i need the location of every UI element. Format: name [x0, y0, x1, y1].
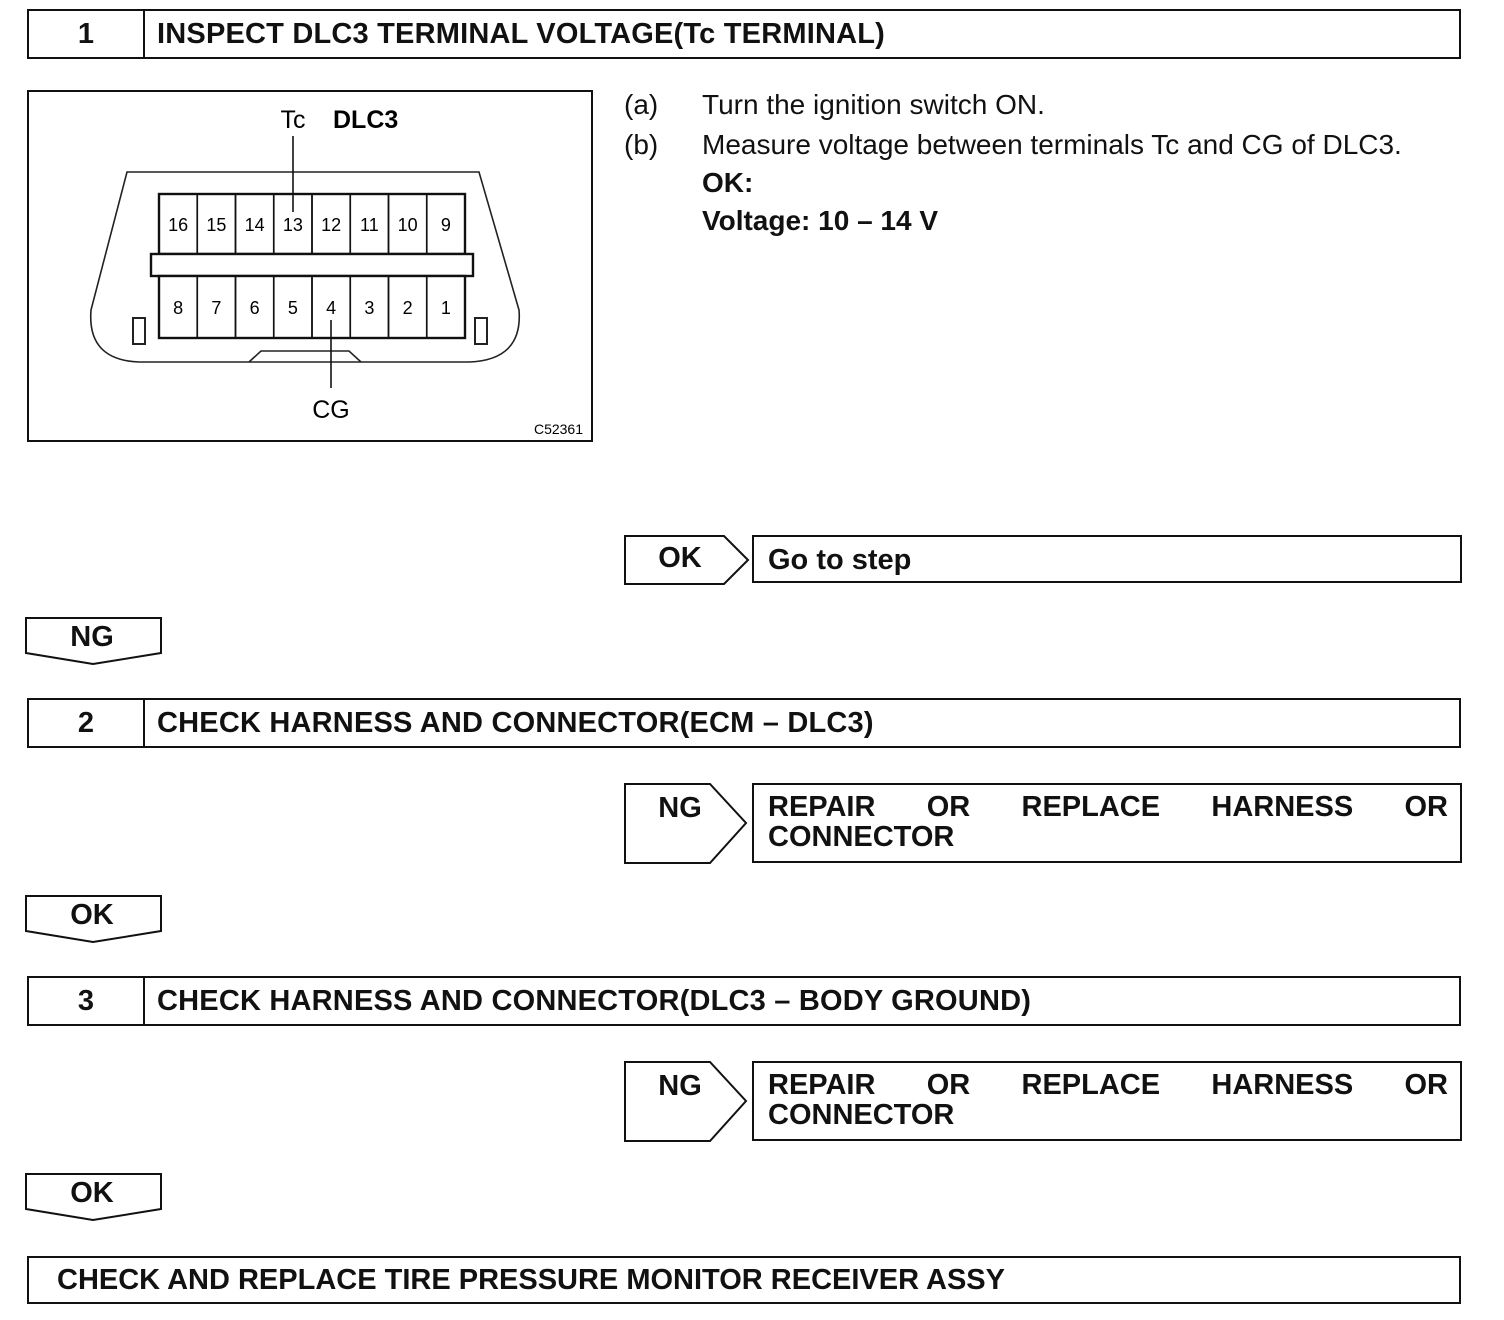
pin-number-9: 9 — [440, 215, 451, 235]
step-3-number: 3 — [29, 978, 145, 1024]
pin-number-7: 7 — [211, 298, 222, 318]
step-2-title: CHECK HARNESS AND CONNECTOR(ECM – DLC3) — [157, 706, 874, 739]
dlc3-label: DLC3 — [333, 106, 399, 134]
ok-heading: OK: — [702, 167, 754, 198]
pin-number-13: 13 — [282, 215, 303, 235]
step-3-title: CHECK HARNESS AND CONNECTOR(DLC3 – BODY GROUND) — [157, 984, 1032, 1017]
dlc3-connector-figure — [27, 90, 593, 442]
connector-key — [249, 351, 361, 362]
ng-tag-label: NG — [658, 1070, 702, 1102]
instruction-a — [624, 86, 1402, 124]
step-2-number: 2 — [29, 700, 145, 746]
step-2-ok-down-arrow — [25, 895, 163, 943]
ok-tag-label: OK — [70, 899, 114, 931]
step-1-number: 1 — [29, 11, 145, 57]
pin-number-12: 12 — [321, 215, 342, 235]
center-bar — [151, 254, 473, 276]
repair-word: REPLACE — [1021, 791, 1161, 823]
repair-line-2: CONNECTOR — [768, 1099, 955, 1131]
repair-word: REPAIR — [768, 791, 876, 823]
repair-word: OR — [926, 1069, 971, 1101]
ng-tag-label: NG — [658, 792, 702, 824]
final-action-text: CHECK AND REPLACE TIRE PRESSURE MONITOR RECEIVER ASSY — [57, 1263, 1005, 1296]
repair-word: HARNESS — [1211, 791, 1354, 823]
pin-number-14: 14 — [244, 215, 265, 235]
ok-tag-label: OK — [70, 1177, 114, 1209]
repair-line-1 — [768, 792, 1448, 822]
ok-tag-label: OK — [658, 542, 702, 574]
repair-word: REPAIR — [768, 1069, 876, 1101]
step-1-instructions — [624, 86, 1402, 240]
instruction-marker: (b) — [624, 129, 659, 160]
repair-word: OR — [1404, 791, 1448, 823]
instruction-text: Measure voltage between terminals Tc and CG of DLC3. — [702, 129, 1402, 160]
repair-word: OR — [926, 791, 971, 823]
step-1-ok-result — [752, 535, 1462, 583]
pin-number-8: 8 — [173, 298, 184, 318]
instruction-text: Turn the ignition switch ON. — [702, 89, 1045, 120]
pin-number-16: 16 — [168, 215, 189, 235]
repair-line-1 — [768, 1070, 1448, 1100]
repair-word: HARNESS — [1211, 1069, 1354, 1101]
pin-number-15: 15 — [206, 215, 227, 235]
step-1-header — [27, 9, 1461, 59]
instruction-marker: (a) — [624, 89, 659, 120]
repair-word: REPLACE — [1021, 1069, 1161, 1101]
pin-number-6: 6 — [249, 298, 260, 318]
step-3-ok-down-arrow — [25, 1173, 163, 1221]
pin-number-2: 2 — [402, 298, 413, 318]
step-1-ng-down-arrow — [25, 617, 163, 665]
ok-voltage-spec: Voltage: 10 – 14 V — [702, 205, 939, 236]
tc-label: Tc — [280, 106, 306, 134]
ng-tag-label: NG — [70, 621, 114, 653]
step-2-header — [27, 698, 1461, 748]
step-1-title: INSPECT DLC3 TERMINAL VOLTAGE(Tc TERMINAL) — [157, 17, 886, 50]
left-latch — [133, 318, 145, 344]
pin-number-3: 3 — [364, 298, 375, 318]
step-2-ng-tag — [624, 783, 750, 865]
pin-number-5: 5 — [287, 298, 298, 318]
pin-number-10: 10 — [397, 215, 418, 235]
repair-word: OR — [1404, 1069, 1448, 1101]
pin-number-1: 1 — [440, 298, 451, 318]
go-to-step-text: Go to step — [768, 544, 912, 576]
step-3-ng-tag — [624, 1061, 750, 1143]
step-2-ng-result — [752, 783, 1462, 863]
repair-line-2: CONNECTOR — [768, 821, 955, 853]
pin-number-4: 4 — [326, 298, 337, 318]
right-latch — [475, 318, 487, 344]
final-action-box — [27, 1256, 1461, 1304]
step-3-ng-result — [752, 1061, 1462, 1141]
pin-number-11: 11 — [360, 215, 379, 235]
dlc3-connector-diagram — [29, 92, 591, 440]
figure-id: C52361 — [533, 421, 583, 437]
instruction-b — [624, 126, 1402, 164]
cg-label: CG — [312, 396, 350, 424]
step-1-ok-tag — [624, 535, 750, 585]
step-3-header — [27, 976, 1461, 1026]
